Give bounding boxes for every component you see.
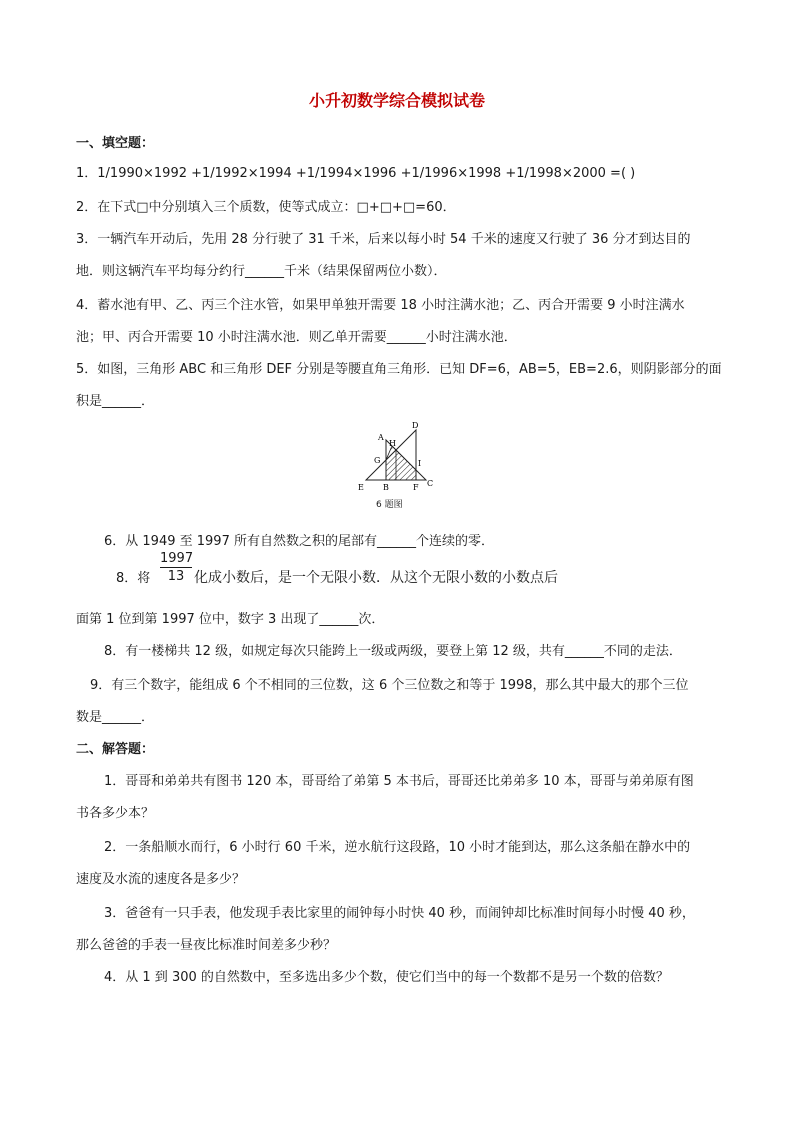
section-heading-solve: 二、解答题：: [76, 742, 155, 757]
problem-2-line-2: 速度及水流的速度各是多少？: [76, 872, 246, 887]
section-heading-fill-in: 一、填空题：: [76, 136, 155, 151]
question-4-line-1: 4．蓄水池有甲、乙、丙三个注水管，如果甲单独开需要 18 小时注满水池；乙、丙合开需要 9 小时注满水: [76, 298, 685, 313]
label-i: I: [418, 459, 422, 468]
question-9-line-1: 9．有三个数字，能组成 6 个不相同的三位数，这 6 个三位数之和等于 1998，那么其中最大的那个三位: [90, 678, 689, 693]
question-7-prefix: 8．将: [116, 571, 151, 586]
label-a: A: [378, 433, 384, 442]
label-f: F: [413, 483, 419, 492]
label-d: D: [412, 421, 419, 430]
question-3-line-2: 地．则这辆汽车平均每分约行______千米（结果保留两位小数）．: [76, 264, 447, 279]
question-7-line-2: 面第 1 位到第 1997 位中，数字 3 出现了______次．: [76, 612, 385, 627]
question-7-suffix: 化成小数后，是一个无限小数．从这个无限小数的小数点后: [194, 570, 558, 586]
question-3-line-1: 3．一辆汽车开动后，先用 28 分行驶了 31 千米，后来以每小时 54 千米的速度又行驶了 36 分才到达目的: [76, 232, 691, 247]
fraction-numerator: 1997: [160, 551, 194, 566]
label-e: E: [358, 483, 364, 492]
question-1: 1．1/1990×1992 +1/1992×1994 +1/1994×1996 +1/1996×1998 +1/1998×2000 =( ): [76, 166, 636, 181]
question-4-line-2: 池；甲、丙合开需要 10 小时注满水池．则乙单开需要______小时注满水池．: [76, 330, 517, 345]
problem-2-line-1: 2．一条船顺水而行，6 小时行 60 千米，逆水航行这段路，10 小时才能到达，那么这条船在静水中的: [104, 840, 691, 855]
figure-caption: 6 题图: [376, 500, 403, 510]
problem-1-line-2: 书各多少本？: [76, 806, 155, 821]
label-h: H: [389, 439, 396, 448]
fraction-1997-13: [160, 551, 192, 584]
problem-1-line-1: 1．哥哥和弟弟共有图书 120 本，哥哥给了弟第 5 本书后，哥哥还比弟弟多 10 本，哥哥与弟弟原有图: [104, 774, 694, 789]
shaded-region: [386, 446, 416, 480]
problem-4: 4．从 1 到 300 的自然数中，至多选出多少个数，使它们当中的每一个数都不是另一个数的倍数？: [104, 970, 669, 985]
label-c: C: [427, 479, 434, 488]
question-9-line-2: 数是______．: [76, 710, 155, 725]
question-2: 2．在下式□中分别填入三个质数，使等式成立：□+□+□=60．: [76, 200, 456, 215]
problem-3-line-1: 3．爸爸有一只手表，他发现手表比家里的闹钟每小时快 40 秒，而闹钟却比标准时间每小时慢 40 秒，: [104, 906, 695, 921]
question-8: 8．有一楼梯共 12 级，如规定每次只能跨上一级或两级，要登上第 12 级，共有______不同的走法．: [104, 644, 682, 659]
triangle-diagram: [356, 416, 436, 496]
question-6: 6．从 1949 至 1997 所有自然数之积的尾部有______个连续的零．: [104, 534, 494, 549]
fraction-denominator: 13: [167, 569, 185, 584]
question-5-line-1: 5．如图，三角形 ABC 和三角形 DEF 分别是等腰直角三角形．已知 DF=6，AB=5，EB=2.6，则阴影部分的面: [76, 362, 722, 377]
question-5-line-2: 积是______．: [76, 394, 155, 409]
label-b: B: [383, 483, 389, 492]
label-g: G: [374, 456, 381, 465]
page-title: 小升初数学综合模拟试卷: [308, 91, 485, 110]
problem-3-line-2: 那么爸爸的手表一昼夜比标准时间差多少秒？: [76, 938, 337, 953]
